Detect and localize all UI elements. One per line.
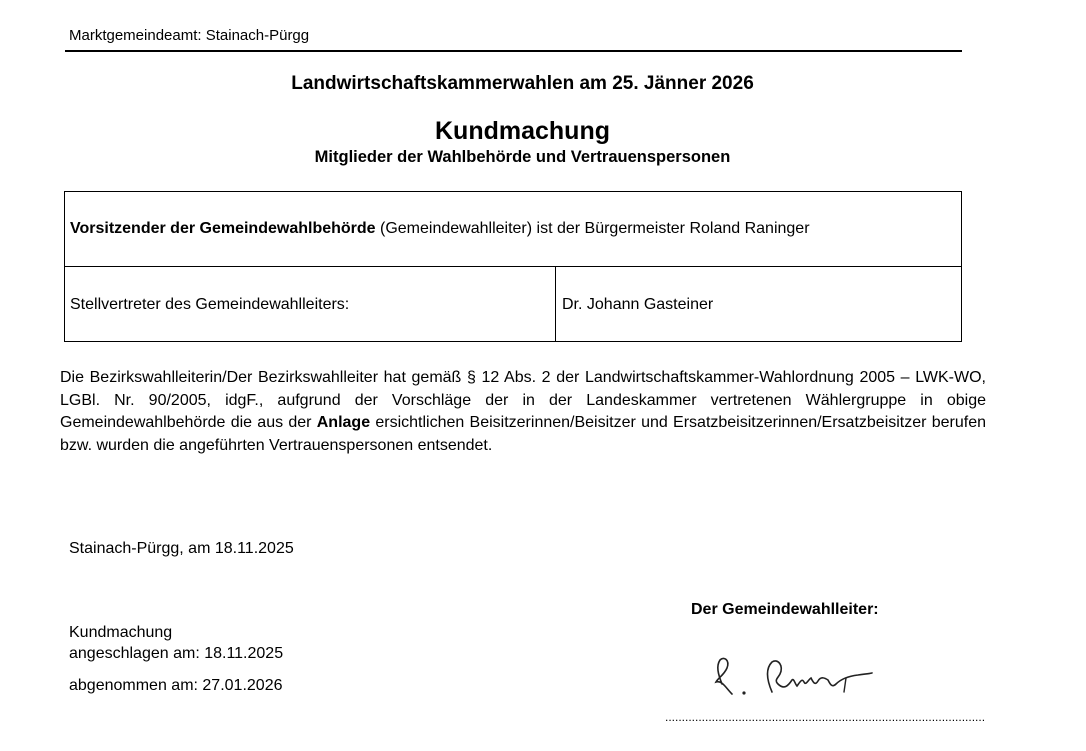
document-subtitle: Mitglieder der Wahlbehörde und Vertrauenspersonen	[314, 148, 731, 166]
office-name: Marktgemeindeamt: Stainach-Pürgg	[69, 27, 310, 44]
deputy-label: Stellvertreter des Gemeindewahlleiters:	[70, 296, 350, 313]
chair-box	[64, 191, 962, 267]
posting-line-2: angeschlagen am: 18.11.2025	[69, 644, 284, 662]
paragraph-annex: Anlage	[316, 414, 371, 431]
posting-line-1: Kundmachung	[69, 624, 173, 641]
appointment-paragraph	[60, 367, 986, 457]
deputy-label-cell	[64, 266, 556, 342]
posting-info	[69, 623, 283, 664]
chair-label: Vorsitzender der Gemeindewahlbehörde	[70, 220, 376, 237]
signer-title: Der Gemeindewahlleiter:	[691, 601, 879, 618]
chair-text: (Gemeindewahlleiter) ist der Bürgermeister Roland Raninger	[375, 220, 810, 237]
deputy-name-cell	[555, 266, 962, 342]
chair-statement	[70, 220, 810, 238]
signature-line: ................................................................................................	[665, 710, 986, 724]
signature-icon	[700, 648, 890, 708]
paragraph-part1: Die Bezirkswahlleiterin/Der Bezirkswahlleiter hat gemäß § 12 Abs. 2 der Landwirtschaftskammer-Wahlordnung 2005 – LWK-WO, LGBl. Nr. 90/2005, idgF., aufgrund der Vorschläge der in der Landeskammer vertretenen Wählergruppe in obige Gemeindewahlbehörde die aus der	[60, 369, 986, 431]
document-title: Kundmachung	[435, 117, 610, 145]
place-date: Stainach-Pürgg, am 18.11.2025	[69, 540, 294, 557]
header-divider	[65, 50, 962, 52]
paragraph-part2: ersichtlichen Beisitzerinnen/Beisitzer und Ersatzbeisitzerinnen/Ersatzbeisitzer berufen bzw. wurden die angeführten Vertrauenspersonen entsendet.	[60, 414, 986, 454]
removed-date: abgenommen am: 27.01.2026	[69, 677, 283, 694]
deputy-name: Dr. Johann Gasteiner	[562, 296, 714, 313]
election-title: Landwirtschaftskammerwahlen am 25. Jänner 2026	[291, 73, 754, 94]
